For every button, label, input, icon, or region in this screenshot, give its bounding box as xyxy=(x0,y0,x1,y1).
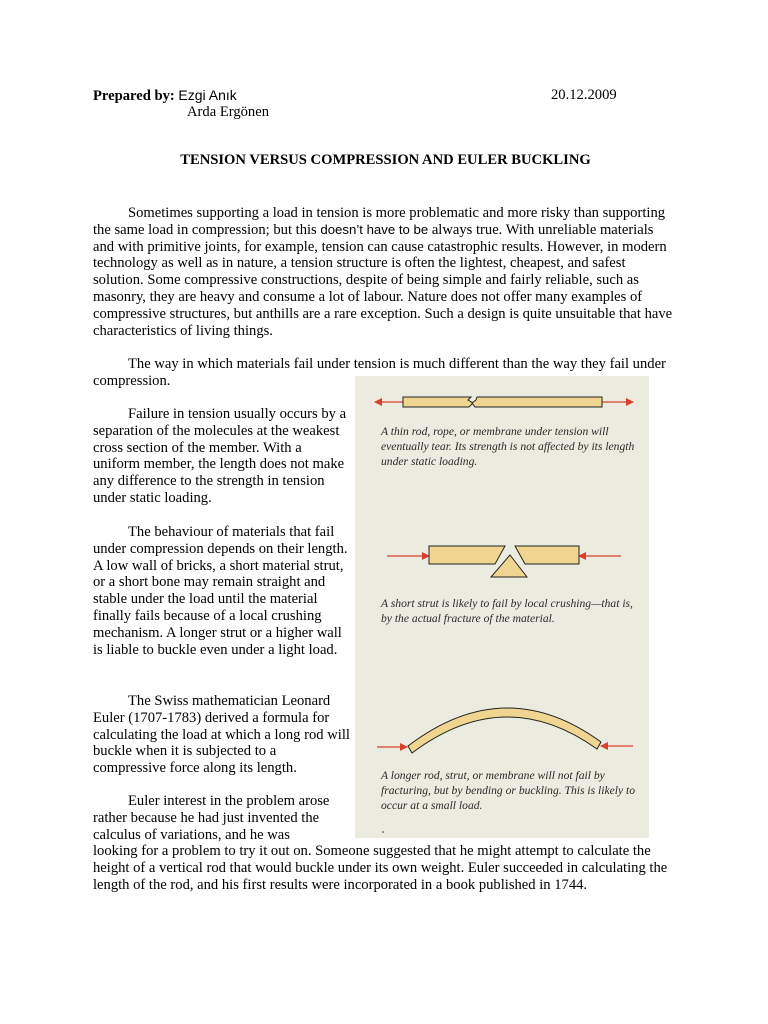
document-date: 20.12.2009 xyxy=(551,87,617,103)
tension-diagram xyxy=(375,397,633,407)
paragraph-euler-formula: The Swiss mathematician Leonard Euler (1707-1783) derived a formula for calculating the load at which a long rod will buckle when it is subjected to a compressive force along its length. xyxy=(93,693,350,777)
prepared-by-label: Prepared by: xyxy=(93,88,175,104)
caption-buckling: A longer rod, strut, or membrane will not fail by fracturing, but by bending or buckling. This is likely to occur at a small load. xyxy=(381,769,636,812)
strut-right-block xyxy=(515,546,579,564)
buckling-figure xyxy=(355,376,649,838)
paragraph-compression-behaviour: The behaviour of materials that fail under compression depends on their length. A low wall of bricks, a short material strut, or a short bone may remain straight and stable under the load until the material finally fails because of a local crushing mechanism. A longer strut or a higher wall is liable to buckle even under a light load. xyxy=(93,524,348,658)
paragraph-euler-interest-start: Euler interest in the problem arose rather because he had just invented the calculus of variations, and he was xyxy=(93,793,330,843)
paragraph-tension-failure: Failure in tension usually occurs by a separation of the molecules at the weakest cross section of the member. With a uniform member, the length does not make any difference to the strength in tension under static loading. xyxy=(93,406,347,506)
paragraph-intro-mono: doesn’t have to be xyxy=(320,221,429,237)
tension-rod-left-half xyxy=(403,397,473,407)
buckling-diagram xyxy=(377,708,633,753)
paragraph-intro-start: Sometimes supporting a load in tension is more problematic and more risky than supporting the same load in compression; but this xyxy=(93,205,666,238)
figure-dot xyxy=(382,831,384,833)
document-title: TENSION VERSUS COMPRESSION AND EULER BUCKLING xyxy=(180,152,591,168)
strut-left-block xyxy=(429,546,505,564)
tension-rod-right-half xyxy=(472,397,602,407)
author-arda: Arda Ergönen xyxy=(187,104,269,120)
paragraph-failure-modes: The way in which materials fail under tension is much different than the way they fail under compression. xyxy=(93,356,666,389)
author-ezgi: Ezgi Anık xyxy=(178,87,237,103)
paragraph-intro-end: always true. With unreliable materials and with primitive joints, for example, tension can cause catastrophic results. However, in modern technology as well as in nature, a tension structure is often the lightest, cheapest, and safest solution. Some compressive constructions, despite of being simple and fairly reliable, such as masonry, they are heavy and consume a lot of labour. Nature does not offer many examples of compressive structures, but anthills are a rare exception. Such a design is quite unsuitable that have characteristics of living things. xyxy=(93,221,673,339)
compression-diagram xyxy=(387,546,621,577)
header xyxy=(93,87,653,105)
caption-compression: A short strut is likely to fail by local crushing—that is, by the actual fracture of the material. xyxy=(381,597,633,625)
caption-tension: A thin rod, rope, or membrane under tension will eventually tear. Its strength is not affected by its length under static loading. xyxy=(381,425,635,468)
paragraph-euler-interest-end: looking for a problem to try it out on. Someone suggested that he might attempt to calculate the height of a vertical rod that would buckle under its own weight. Euler succeeded in calculating the length of the rod, and his first results were incorporated in a book published in 1744. xyxy=(93,843,668,893)
buckled-rod xyxy=(408,708,601,753)
paragraph-intro xyxy=(93,205,676,339)
